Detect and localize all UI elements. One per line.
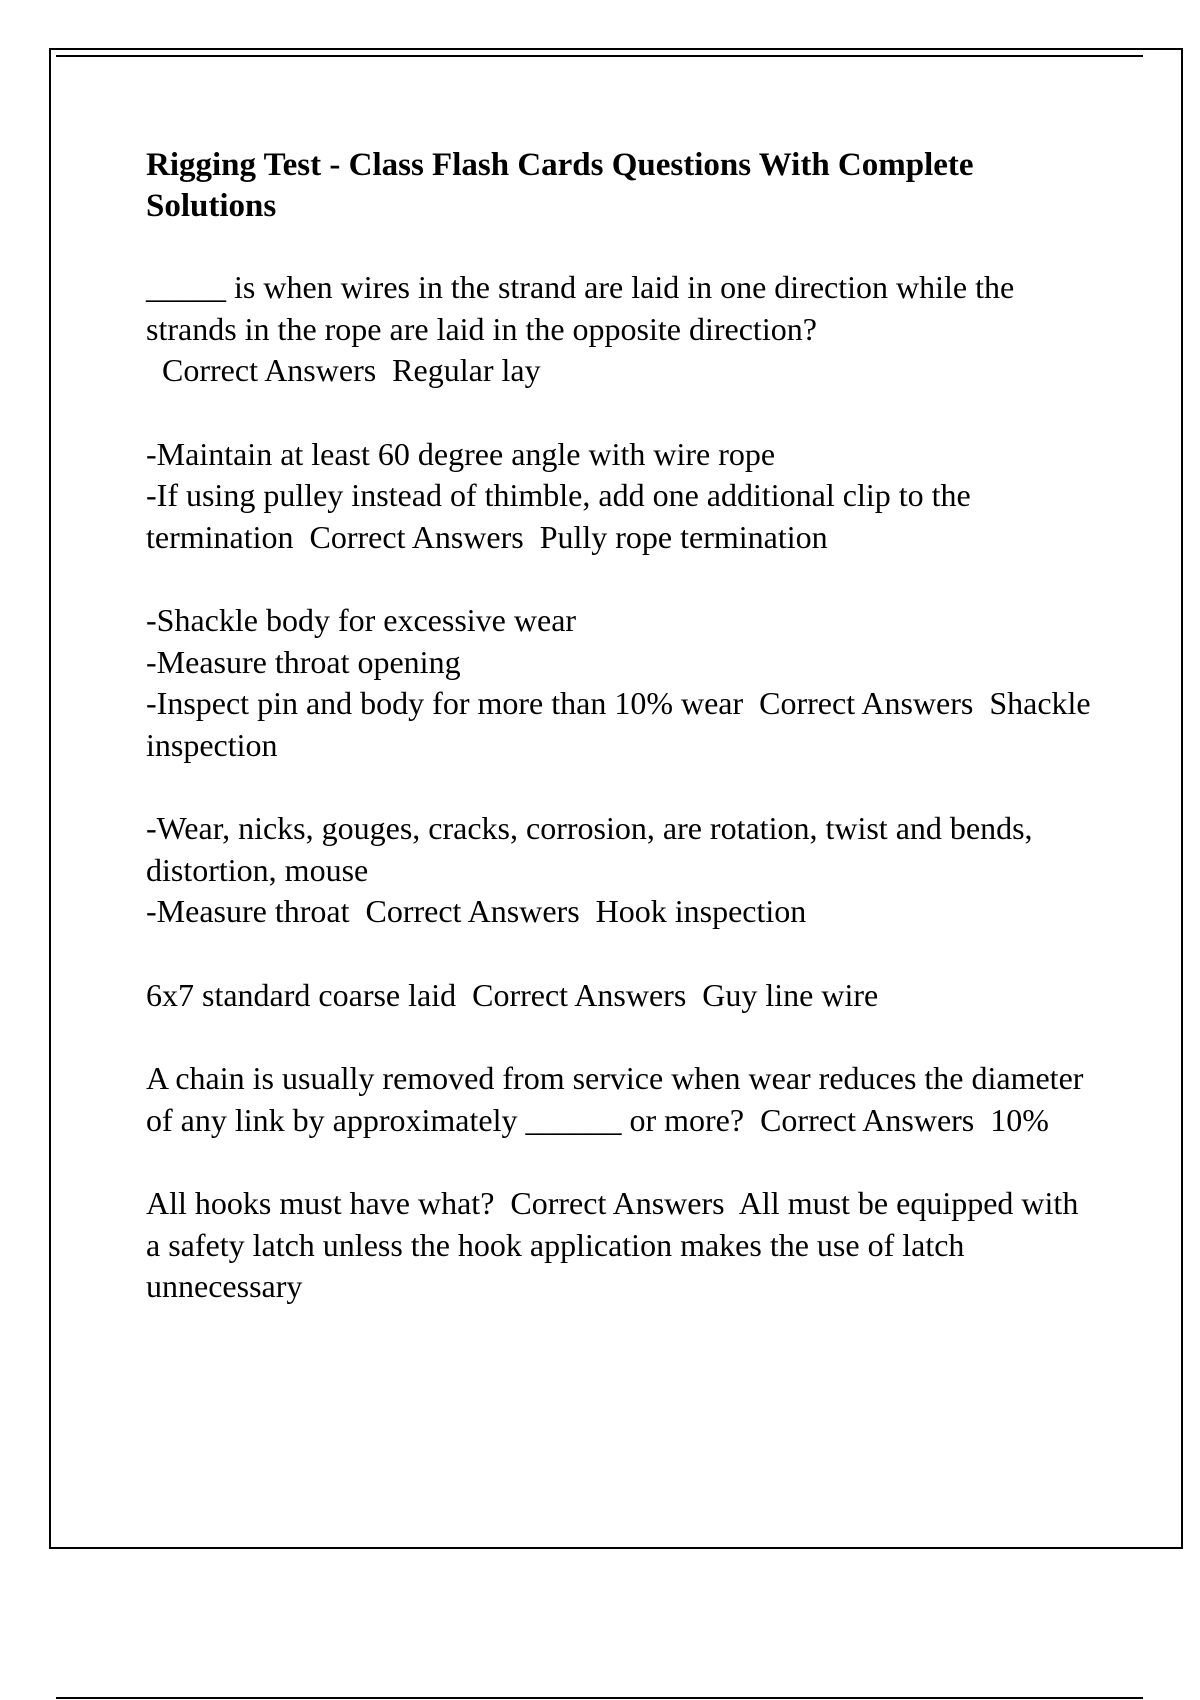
question-text: A chain is usually removed from service when wear reduces the diameter of any link by approximately ______ or more? (146, 1060, 1084, 1138)
answer-text: Guy line wire (702, 976, 879, 1013)
flashcard-item (146, 267, 1096, 392)
question-line: -Shackle body for excessive wear (146, 602, 577, 638)
flashcard-item (146, 808, 1096, 933)
question-line (146, 1058, 1096, 1141)
question-text: -Measure throat (146, 893, 350, 929)
question-text: -Inspect pin and body for more than 10% wear (146, 685, 744, 721)
question-line (146, 475, 1096, 558)
answer-text: All must be equipped with a safety latch unless the hook application makes the use of latch unnecessary (146, 1185, 1079, 1304)
question-line: -Maintain at least 60 degree angle with wire rope (146, 435, 776, 472)
flashcard-item (146, 1183, 1096, 1308)
question-line (146, 1183, 1096, 1308)
question-line (146, 267, 1096, 392)
question-text: _____ is when wires in the strand are laid in one direction while the strands in the rope are laid in the opposite direction? (146, 269, 1015, 347)
question-line: -Measure throat opening (146, 643, 461, 680)
answer-text: 10% (990, 1101, 1049, 1138)
flashcard-item (146, 600, 1096, 766)
question-text: -If using pulley instead of thimble, add one additional clip to the termination (146, 477, 971, 555)
header-rule (56, 55, 1143, 57)
answer-label: Correct Answers (146, 352, 393, 388)
question-text: All hooks must have what? (146, 1185, 495, 1221)
answer-text: Hook inspection (595, 893, 807, 929)
question-line (146, 683, 1096, 766)
answer-label: Correct Answers (349, 893, 596, 929)
question-line (146, 891, 1096, 933)
flashcard-item (146, 1058, 1096, 1141)
answer-label: Correct Answers (494, 1185, 739, 1221)
footer-rule (56, 1697, 1143, 1699)
answer-label: Correct Answers (743, 685, 990, 721)
answer-text: Shackle inspection (146, 685, 1091, 763)
flashcard-item (146, 975, 1096, 1017)
document-body (146, 145, 1096, 1350)
flashcard-item (146, 434, 1096, 559)
question-text: 6x7 standard coarse laid (146, 976, 457, 1013)
answer-label: Correct Answers (293, 518, 540, 555)
question-line (146, 975, 1096, 1017)
answer-text: Pully rope termination (539, 518, 828, 555)
answer-text: Regular lay (392, 352, 541, 388)
answer-label: Correct Answers (456, 976, 703, 1013)
document-title: Rigging Test - Class Flash Cards Questions With Complete Solutions (146, 147, 974, 224)
answer-label: Correct Answers (744, 1101, 991, 1138)
question-line: -Wear, nicks, gouges, cracks, corrosion, are rotation, twist and bends, distortion, mouse (146, 810, 1033, 888)
